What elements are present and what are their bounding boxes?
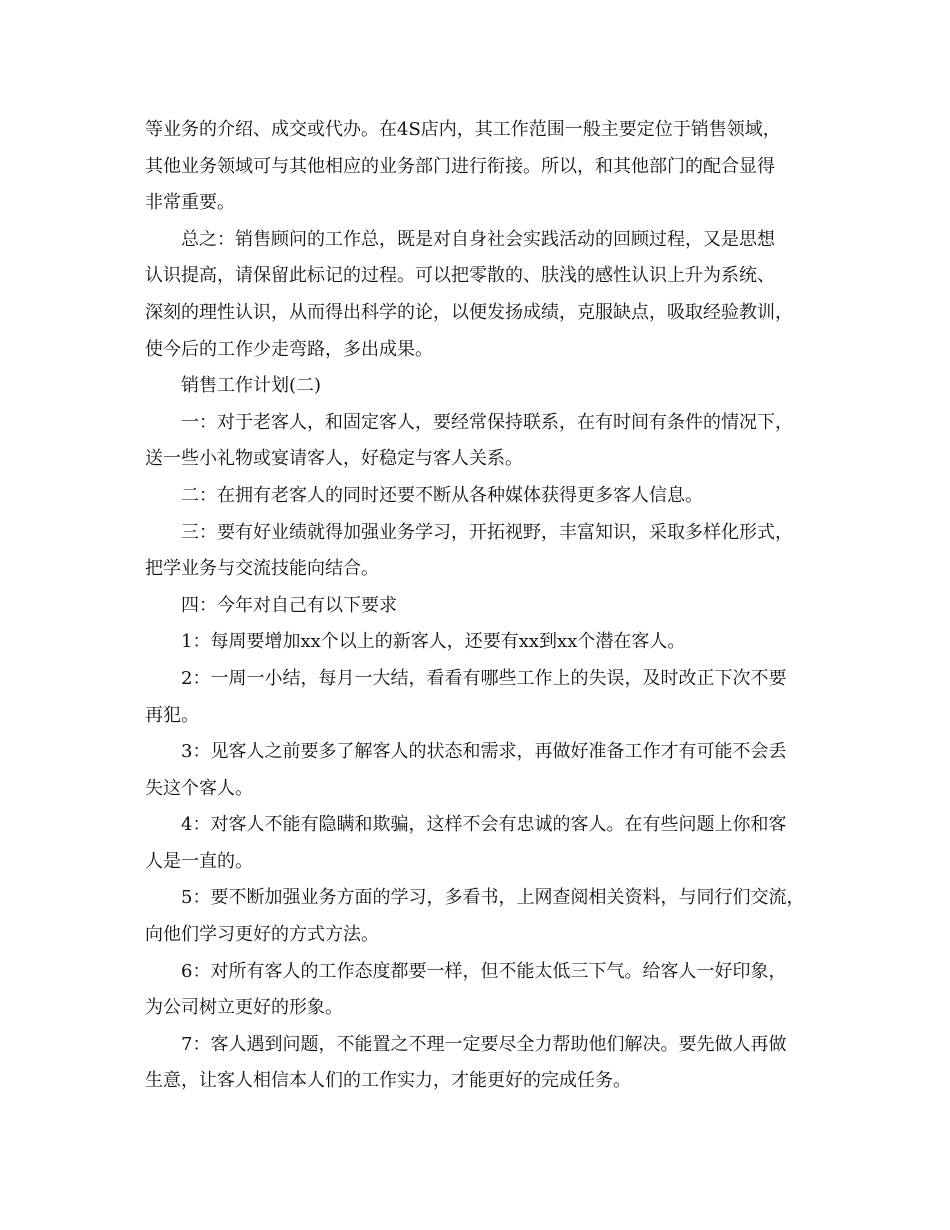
text-line-17: 再犯。 [145,704,199,726]
section-heading: 销售工作计划(二) [181,375,322,397]
text-line-13: 把学业务与交流技能向结合。 [145,558,379,580]
text-line-18: 3：见客人之前要多了解客人的状态和需求，再做好准备工作才有可能不会丢 [181,741,787,763]
text-line-27: 生意，让客人相信本人们的工作实力，才能更好的完成任务。 [145,1070,631,1092]
text-line-16: 2：一周一小结，每月一大结，看看有哪些工作上的失误，及时改正下次不要 [181,667,787,689]
text-line-25: 为公司树立更好的形象。 [145,997,343,1019]
text-line-21: 人是一直的。 [145,850,253,872]
text-line-5: 认识提高，请保留此标记的过程。可以把零散的、肤浅的感性认识上升为系统、 [145,265,775,287]
text-line-22: 5：要不断加强业务方面的学习，多看书，上网查阅相关资料，与同行们交流， [181,887,805,909]
text-line-24: 6：对所有客人的工作态度都要一样，但不能太低三下气。给客人一好印象， [181,960,787,982]
text-line-23: 向他们学习更好的方式方法。 [145,924,379,946]
text-line-7: 使今后的工作少走弯路，多出成果。 [145,338,433,360]
text-line-9: 一：对于老客人，和固定客人，要经常保持联系，在有时间有条件的情况下， [181,411,793,433]
text-line-19: 失这个客人。 [145,777,253,799]
text-line-11: 二：在拥有老客人的同时还要不断从各种媒体获得更多客人信息。 [181,484,703,506]
text-line-10: 送一些小礼物或宴请客人，好稳定与客人关系。 [145,448,523,470]
text-line-6: 深刻的理性认识，从而得出科学的论，以便发扬成绩，克服缺点，吸取经验教训， [145,301,793,323]
text-line-14: 四：今年对自己有以下要求 [181,594,397,616]
text-line-15: 1：每周要增加xx个以上的新客人，还要有xx到xx个潜在客人。 [181,631,686,653]
text-line-26: 7：客人遇到问题，不能置之不理一定要尽全力帮助他们解决。要先做人再做 [181,1033,787,1055]
document-body [145,112,817,1100]
text-line-2: 其他业务领域可与其他相应的业务部门进行衔接。所以，和其他部门的配合显得 [145,155,775,177]
text-line-4: 总之：销售顾问的工作总，既是对自身社会实践活动的回顾过程，又是思想 [181,228,775,250]
text-line-3: 非常重要。 [145,192,235,214]
text-line-1: 等业务的介绍、成交或代办。在4S店内，其工作范围一般主要定位于销售领域， [145,119,781,140]
text-line-20: 4：对客人不能有隐瞒和欺骗，这样不会有忠诚的客人。在有些问题上你和客 [181,814,787,836]
text-line-12: 三：要有好业绩就得加强业务学习，开拓视野，丰富知识，采取多样化形式， [181,521,793,543]
